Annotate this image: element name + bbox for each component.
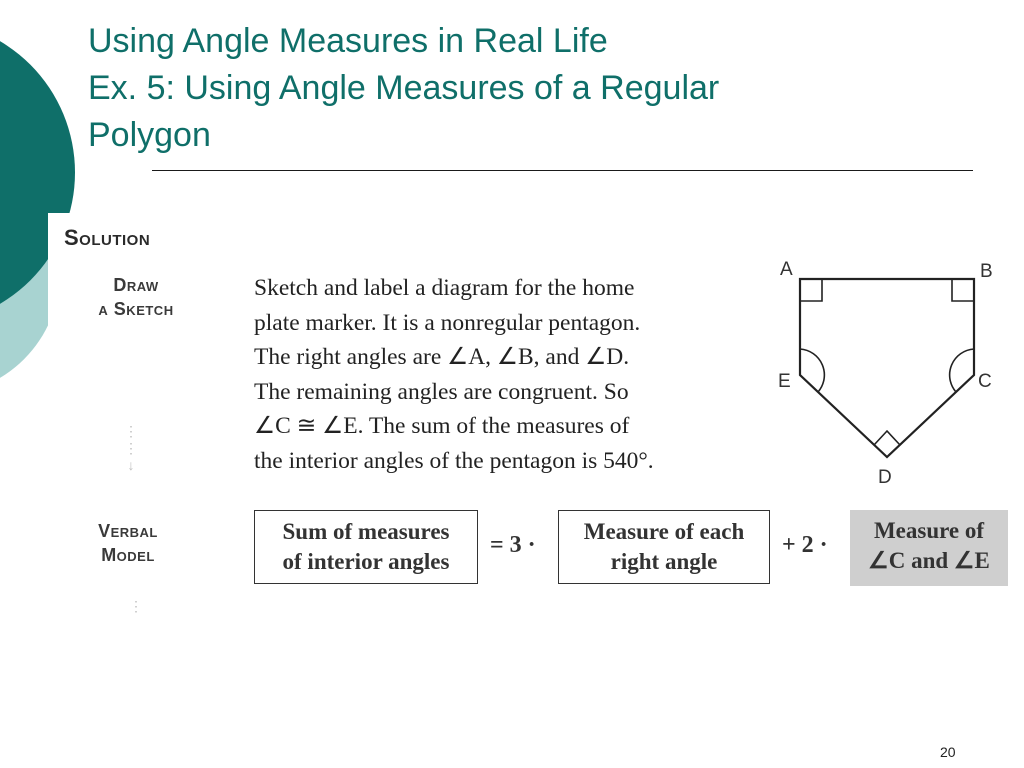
model-box-sum xyxy=(254,510,478,584)
title-line-1: Using Angle Measures in Real Life xyxy=(88,22,608,60)
solution-label: Solution xyxy=(64,225,151,250)
solution-paragraph xyxy=(254,271,774,478)
model-box-angles-line-1: Measure of xyxy=(873,518,985,543)
paragraph-line: The right angles are ∠A, ∠B, and ∠D. xyxy=(254,344,630,370)
operator-plus-two: + 2 · xyxy=(782,532,828,558)
model-box-right-angle-line-2: right angle xyxy=(610,549,718,574)
verbal-model-equation xyxy=(254,510,1014,586)
paragraph-line: The remaining angles are congruent. So xyxy=(254,378,629,405)
paragraph-line: Sketch and label a diagram for the home xyxy=(254,275,635,301)
title-line-3: Polygon xyxy=(88,116,211,154)
textbook-excerpt xyxy=(48,213,1016,625)
verbal-label-line-1: Verbal xyxy=(98,521,158,541)
flow-dots-icon: ⋮ xyxy=(129,598,143,614)
right-angle-marker-d xyxy=(874,431,900,445)
title-line-2: Ex. 5: Using Angle Measures of a Regular xyxy=(88,69,720,107)
verbal-label-line-2: Model xyxy=(101,545,155,565)
paragraph-line: ∠C ≅ ∠E. The sum of the measures of xyxy=(254,413,630,439)
paragraph-line: plate marker. It is a nonregular pentagon. xyxy=(254,309,641,336)
model-box-sum-line-2: of interior angles xyxy=(282,549,450,574)
model-box-right-angle-line-1: Measure of each xyxy=(583,519,745,544)
right-angle-marker-b xyxy=(952,279,974,301)
flow-arrow-icon: ⋮ ⋮ ↓ xyxy=(124,423,138,473)
verbal-model-label xyxy=(78,519,178,567)
operator-equals-three: = 3 · xyxy=(490,532,536,558)
right-angle-marker-a xyxy=(800,279,822,301)
model-box-right-angle xyxy=(558,510,770,584)
draw-label-line-2: a Sketch xyxy=(98,299,174,319)
page-number: 20 xyxy=(940,744,956,760)
slide-title xyxy=(88,18,968,159)
vertex-label-c: C xyxy=(978,371,992,392)
model-box-angles-line-2: ∠C and ∠E xyxy=(868,548,990,573)
vertex-label-b: B xyxy=(980,261,993,282)
model-box-sum-line-1: Sum of measures xyxy=(282,519,450,544)
pentagon-diagram xyxy=(770,253,1020,493)
draw-label-line-1: Draw xyxy=(113,275,159,295)
model-box-angles-c-e xyxy=(850,510,1008,586)
paragraph-line: the interior angles of the pentagon is 540°. xyxy=(254,447,654,474)
vertex-label-d: D xyxy=(878,467,892,488)
vertex-label-a: A xyxy=(780,259,793,280)
vertex-label-e: E xyxy=(778,371,791,392)
draw-sketch-label xyxy=(78,273,194,321)
title-divider xyxy=(152,170,973,171)
